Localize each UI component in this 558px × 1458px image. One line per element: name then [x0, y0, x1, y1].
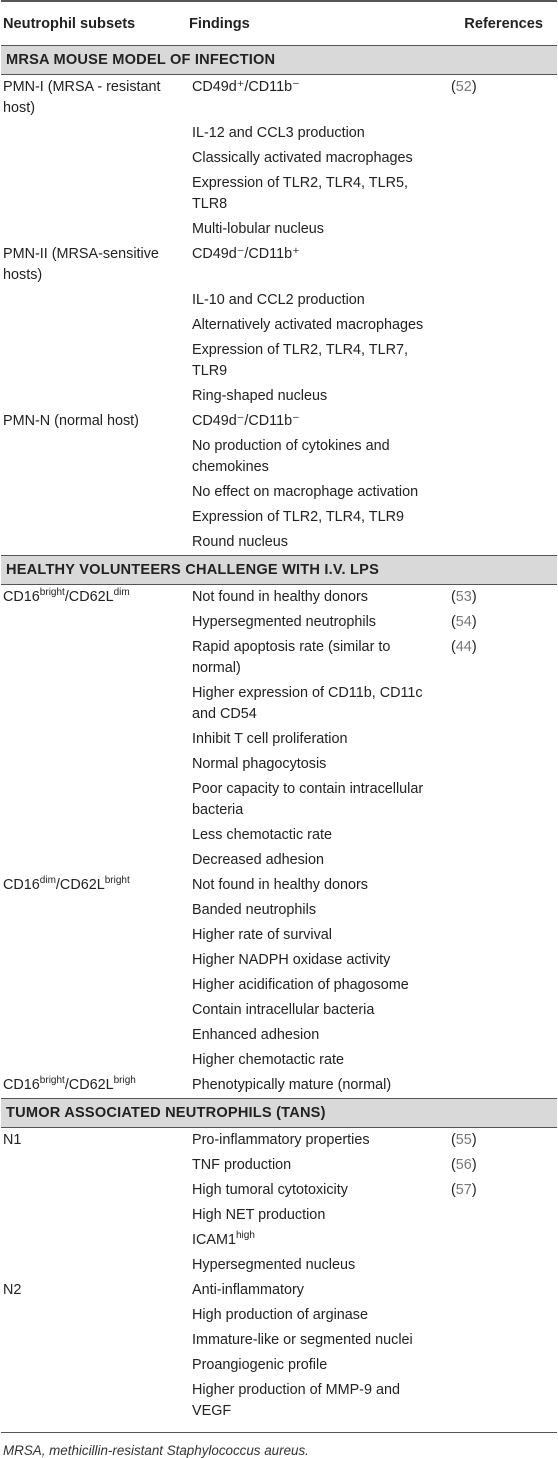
header-findings: Findings — [187, 1, 447, 46]
reference-link[interactable]: 52 — [455, 79, 472, 95]
table-row — [1, 1353, 557, 1378]
finding-cell: Not found in healthy donors — [192, 877, 369, 893]
subset-cell — [1, 823, 187, 848]
table-row — [1, 1048, 557, 1073]
table-row — [1, 409, 557, 434]
finding-cell: Higher NADPH oxidase activity — [192, 952, 391, 968]
reference-cell — [447, 823, 557, 848]
reference-cell — [447, 1023, 557, 1048]
table-footnote: MRSA, methicillin-resistant Staphylococcus aureus. — [3, 1443, 309, 1458]
finding-cell: Decreased adhesion — [192, 852, 325, 868]
finding-cell: Rapid apoptosis rate (similar to normal) — [192, 639, 391, 676]
reference-cell — [447, 973, 557, 998]
reference-cell — [447, 171, 557, 217]
reference-cell — [447, 1253, 557, 1278]
section-title: TUMOR ASSOCIATED NEUTROPHILS (TANS) — [1, 1099, 557, 1128]
reference-link[interactable]: 54 — [455, 614, 472, 630]
table-row — [1, 1328, 557, 1353]
reference-cell — [447, 727, 557, 752]
finding-cell: Higher chemotactic rate — [192, 1052, 344, 1068]
reference-cell — [447, 480, 557, 505]
reference-cell — [447, 752, 557, 777]
reference-cell — [447, 923, 557, 948]
reference-cell — [447, 409, 557, 434]
subset-cell — [1, 752, 187, 777]
reference-cell — [447, 313, 557, 338]
finding-cell: CD49d⁺/CD11b⁻ — [192, 79, 300, 95]
finding-cell: Phenotypically mature (normal) — [192, 1077, 392, 1093]
subset-cell — [1, 1023, 187, 1048]
table-row — [1, 146, 557, 171]
subset-cell — [1, 681, 187, 727]
subset-cell — [1, 434, 187, 480]
table-row — [1, 752, 557, 777]
section-row — [1, 1099, 557, 1128]
table-row — [1, 923, 557, 948]
subset-cell — [1, 1153, 187, 1178]
subset-cell — [1, 288, 187, 313]
subset-cell — [1, 146, 187, 171]
subset-cell: N1 — [3, 1132, 22, 1148]
table-row — [1, 1253, 557, 1278]
table-header-row — [1, 1, 557, 46]
finding-cell: High production of arginase — [192, 1307, 368, 1323]
finding-cell: Proangiogenic profile — [192, 1357, 328, 1373]
subset-cell — [1, 338, 187, 384]
subset-cell — [1, 948, 187, 973]
reference-link[interactable]: 44 — [455, 639, 472, 655]
subset-cell: PMN-N (normal host) — [3, 413, 139, 429]
finding-cell: Expression of TLR2, TLR4, TLR9 — [192, 509, 404, 525]
finding-cell: IL-12 and CCL3 production — [192, 125, 365, 141]
table-row — [1, 171, 557, 217]
section-title: MRSA MOUSE MODEL OF INFECTION — [1, 46, 557, 75]
finding-cell: Banded neutrophils — [192, 902, 317, 918]
reference-cell — [447, 1073, 557, 1099]
finding-cell: Round nucleus — [192, 534, 289, 550]
subset-cell: $CD16^{bright}/CD62L^{brigh}$ — [3, 1075, 136, 1093]
subset-cell — [1, 384, 187, 409]
table-row — [1, 1073, 557, 1099]
table-row — [1, 998, 557, 1023]
reference-cell — [447, 848, 557, 873]
finding-cell: Immature-like or segmented nuclei — [192, 1332, 413, 1348]
finding-cell: CD49d⁻/CD11b⁻ — [192, 413, 300, 429]
findings-table-container — [1, 0, 557, 1458]
table-row — [1, 1203, 557, 1228]
table-row — [1, 75, 557, 122]
subset-cell — [1, 898, 187, 923]
table-row — [1, 681, 557, 727]
finding-cell: $ICAM1^{high}$ — [192, 1230, 255, 1248]
finding-cell: Anti-inflammatory — [192, 1282, 304, 1298]
subset-cell — [1, 505, 187, 530]
table-row — [1, 1228, 557, 1253]
table-row — [1, 635, 557, 681]
finding-cell: High tumoral cytotoxicity — [192, 1182, 348, 1198]
table-body — [1, 46, 557, 1433]
reference-cell — [447, 1303, 557, 1328]
reference-cell — [447, 384, 557, 409]
reference-cell: (53) — [451, 589, 477, 605]
finding-cell: Hypersegmented nucleus — [192, 1257, 356, 1273]
table-row — [1, 1153, 557, 1178]
reference-cell — [447, 681, 557, 727]
table-row — [1, 121, 557, 146]
section-title: HEALTHY VOLUNTEERS CHALLENGE WITH I.V. LPS — [1, 556, 557, 585]
reference-cell — [447, 898, 557, 923]
reference-cell — [447, 873, 557, 898]
subset-cell: N2 — [3, 1282, 22, 1298]
subset-cell — [1, 313, 187, 338]
table-row — [1, 848, 557, 873]
subset-cell — [1, 530, 187, 556]
finding-cell: Normal phagocytosis — [192, 756, 327, 772]
table-row — [1, 1128, 557, 1154]
subset-cell — [1, 1328, 187, 1353]
subset-cell — [1, 1353, 187, 1378]
table-row — [1, 727, 557, 752]
subset-cell — [1, 1303, 187, 1328]
finding-cell: Not found in healthy donors — [192, 589, 369, 605]
reference-cell — [447, 1048, 557, 1073]
neutrophil-subsets-table — [1, 0, 557, 1432]
reference-cell — [447, 146, 557, 171]
subset-cell — [1, 217, 187, 242]
reference-link[interactable]: 53 — [455, 589, 472, 605]
table-row — [1, 384, 557, 409]
finding-cell: Expression of TLR2, TLR4, TLR5, TLR8 — [192, 175, 408, 212]
finding-cell: Enhanced adhesion — [192, 1027, 320, 1043]
finding-cell: Ring-shaped nucleus — [192, 388, 328, 404]
subset-cell — [1, 121, 187, 146]
table-row — [1, 873, 557, 898]
finding-cell: Alternatively activated macrophages — [192, 317, 424, 333]
subset-cell: PMN-I (MRSA - resistant host) — [3, 79, 161, 116]
reference-cell: (57) — [451, 1182, 477, 1198]
reference-cell — [447, 217, 557, 242]
reference-link[interactable]: 57 — [455, 1182, 472, 1198]
reference-cell: (55) — [451, 1132, 477, 1148]
finding-cell: Pro-inflammatory properties — [192, 1132, 370, 1148]
finding-cell: High NET production — [192, 1207, 326, 1223]
table-row — [1, 823, 557, 848]
table-row — [1, 217, 557, 242]
table-row — [1, 585, 557, 611]
reference-cell — [447, 948, 557, 973]
reference-link[interactable]: 56 — [455, 1157, 472, 1173]
subset-cell — [1, 1253, 187, 1278]
reference-cell — [447, 1378, 557, 1432]
finding-cell: Inhibit T cell proliferation — [192, 731, 348, 747]
section-row — [1, 46, 557, 75]
subset-cell — [1, 1228, 187, 1253]
table-row — [1, 1378, 557, 1432]
subset-cell — [1, 848, 187, 873]
finding-cell: No production of cytokines and chemokines — [192, 438, 390, 475]
subset-cell: $CD16^{dim}/CD62L^{bright}$ — [3, 875, 130, 893]
reference-cell — [447, 998, 557, 1023]
reference-cell — [447, 1203, 557, 1228]
header-references: References — [447, 1, 557, 46]
table-row — [1, 480, 557, 505]
reference-cell — [447, 1353, 557, 1378]
subset-cell — [1, 998, 187, 1023]
table-row — [1, 777, 557, 823]
reference-cell — [447, 121, 557, 146]
subset-cell — [1, 1203, 187, 1228]
reference-cell: (52) — [451, 79, 477, 95]
table-row — [1, 313, 557, 338]
subset-cell — [1, 777, 187, 823]
reference-link[interactable]: 55 — [455, 1132, 472, 1148]
subset-cell — [1, 1048, 187, 1073]
finding-cell: Higher acidification of phagosome — [192, 977, 409, 993]
finding-cell: TNF production — [192, 1157, 292, 1173]
subset-cell — [1, 610, 187, 635]
finding-cell: Higher expression of CD11b, CD11c and CD54 — [192, 685, 423, 722]
reference-cell — [447, 505, 557, 530]
subset-cell — [1, 635, 187, 681]
subset-cell — [1, 480, 187, 505]
header-neutrophil-subsets: Neutrophil subsets — [1, 1, 187, 46]
table-row — [1, 242, 557, 288]
table-row — [1, 610, 557, 635]
table-row — [1, 948, 557, 973]
section-row — [1, 556, 557, 585]
reference-cell — [447, 288, 557, 313]
table-row — [1, 1178, 557, 1203]
subset-cell: $CD16^{bright}/CD62L^{dim}$ — [3, 587, 130, 605]
finding-cell: Classically activated macrophages — [192, 150, 413, 166]
table-row — [1, 530, 557, 556]
reference-cell: (44) — [451, 639, 477, 655]
subset-cell — [1, 1378, 187, 1432]
subset-cell — [1, 1178, 187, 1203]
finding-cell: Higher rate of survival — [192, 927, 332, 943]
finding-cell: Expression of TLR2, TLR4, TLR7, TLR9 — [192, 342, 408, 379]
finding-cell: Less chemotactic rate — [192, 827, 332, 843]
table-row — [1, 288, 557, 313]
reference-cell — [447, 338, 557, 384]
reference-cell — [447, 1228, 557, 1253]
finding-cell: Poor capacity to contain intracellular bacteria — [192, 781, 424, 818]
table-row — [1, 505, 557, 530]
table-row — [1, 898, 557, 923]
finding-cell: Hypersegmented neutrophils — [192, 614, 376, 630]
table-row — [1, 338, 557, 384]
table-row — [1, 973, 557, 998]
finding-cell: No effect on macrophage activation — [192, 484, 419, 500]
subset-cell: PMN-II (MRSA-sensitive hosts) — [3, 246, 159, 283]
finding-cell: Higher production of MMP-9 and VEGF — [192, 1382, 400, 1419]
subset-cell — [1, 973, 187, 998]
finding-cell: IL-10 and CCL2 production — [192, 292, 365, 308]
reference-cell — [447, 242, 557, 288]
table-row — [1, 1278, 557, 1303]
reference-cell — [447, 777, 557, 823]
table-row — [1, 434, 557, 480]
reference-cell: (56) — [451, 1157, 477, 1173]
table-row — [1, 1303, 557, 1328]
reference-cell — [447, 530, 557, 556]
finding-cell: CD49d⁻/CD11b⁺ — [192, 246, 300, 262]
reference-cell — [447, 434, 557, 480]
reference-cell — [447, 1278, 557, 1303]
reference-cell — [447, 1328, 557, 1353]
subset-cell — [1, 727, 187, 752]
table-row — [1, 1023, 557, 1048]
subset-cell — [1, 171, 187, 217]
subset-cell — [1, 923, 187, 948]
finding-cell: Contain intracellular bacteria — [192, 1002, 375, 1018]
reference-cell: (54) — [451, 614, 477, 630]
finding-cell: Multi-lobular nucleus — [192, 221, 324, 237]
